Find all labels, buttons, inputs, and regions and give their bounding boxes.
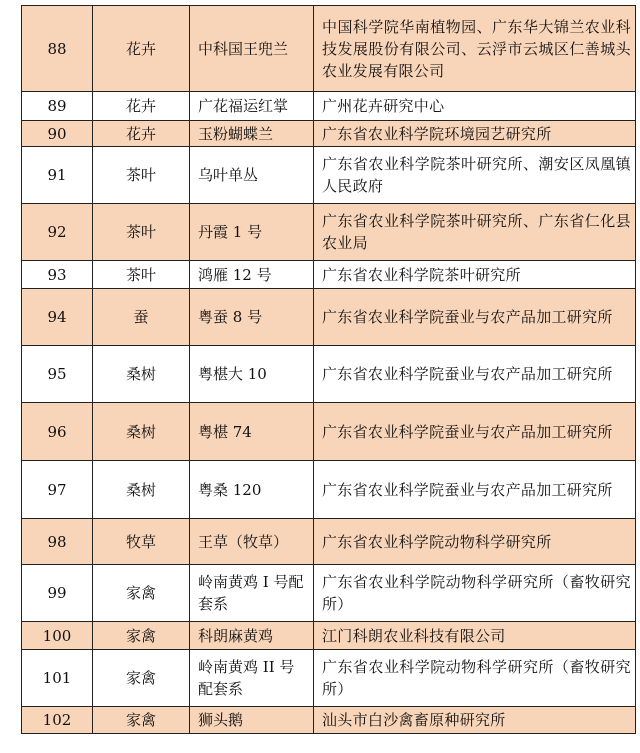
- organization-cell: 广州花卉研究中心: [314, 92, 636, 121]
- category-cell: 茶叶: [93, 204, 190, 261]
- row-number-cell: 93: [22, 261, 93, 289]
- variety-table: [21, 5, 636, 734]
- category-cell: 桑树: [93, 461, 190, 519]
- organization-cell: 广东省农业科学院环境园艺研究所: [314, 121, 636, 147]
- row-number-cell: 98: [22, 519, 93, 565]
- table-row: [22, 403, 636, 461]
- organization-cell: 广东省农业科学院茶叶研究所、潮安区凤凰镇人民政府: [314, 147, 636, 204]
- category-cell: 茶叶: [93, 261, 190, 289]
- organization-cell: 江门科朗农业科技有限公司: [314, 622, 636, 650]
- variety-name-cell: 中科国王兜兰: [190, 6, 314, 92]
- row-number-cell: 94: [22, 289, 93, 346]
- row-number-cell: 100: [22, 622, 93, 650]
- organization-cell: 广东省农业科学院茶叶研究所: [314, 261, 636, 289]
- organization-cell: 广东省农业科学院蚕业与农产品加工研究所: [314, 403, 636, 461]
- category-cell: 家禽: [93, 650, 190, 707]
- organization-cell: 广东省农业科学院蚕业与农产品加工研究所: [314, 346, 636, 403]
- variety-name-cell: 玉粉蝴蝶兰: [190, 121, 314, 147]
- variety-name-cell: 乌叶单丛: [190, 147, 314, 204]
- variety-table-container: [21, 5, 636, 734]
- variety-name-cell: 王草（牧草）: [190, 519, 314, 565]
- row-number-cell: 96: [22, 403, 93, 461]
- row-number-cell: 97: [22, 461, 93, 519]
- organization-cell: 广东省农业科学院蚕业与农产品加工研究所: [314, 289, 636, 346]
- organization-cell: 广东省农业科学院蚕业与农产品加工研究所: [314, 461, 636, 519]
- category-cell: 花卉: [93, 121, 190, 147]
- variety-name-cell: 狮头鹅: [190, 707, 314, 734]
- category-cell: 茶叶: [93, 147, 190, 204]
- table-row: [22, 6, 636, 92]
- table-row: [22, 204, 636, 261]
- category-cell: 家禽: [93, 707, 190, 734]
- row-number-cell: 95: [22, 346, 93, 403]
- row-number-cell: 101: [22, 650, 93, 707]
- category-cell: 桑树: [93, 346, 190, 403]
- category-cell: 家禽: [93, 565, 190, 622]
- table-row: [22, 147, 636, 204]
- variety-name-cell: 广花福运红掌: [190, 92, 314, 121]
- row-number-cell: 99: [22, 565, 93, 622]
- variety-name-cell: 鸿雁 12 号: [190, 261, 314, 289]
- table-row: [22, 92, 636, 121]
- table-row: [22, 289, 636, 346]
- category-cell: 桑树: [93, 403, 190, 461]
- organization-cell: 广东省农业科学院动物科学研究所（畜牧研究所）: [314, 565, 636, 622]
- row-number-cell: 102: [22, 707, 93, 734]
- row-number-cell: 88: [22, 6, 93, 92]
- table-body: [22, 6, 636, 734]
- category-cell: 牧草: [93, 519, 190, 565]
- variety-name-cell: 岭南黄鸡 I 号配套系: [190, 565, 314, 622]
- organization-cell: 广东省农业科学院茶叶研究所、广东省仁化县农业局: [314, 204, 636, 261]
- category-cell: 蚕: [93, 289, 190, 346]
- table-row: [22, 565, 636, 622]
- category-cell: 花卉: [93, 6, 190, 92]
- table-row: [22, 346, 636, 403]
- category-cell: 花卉: [93, 92, 190, 121]
- variety-name-cell: 丹霞 1 号: [190, 204, 314, 261]
- row-number-cell: 91: [22, 147, 93, 204]
- organization-cell: 广东省农业科学院动物科学研究所（畜牧研究所）: [314, 650, 636, 707]
- row-number-cell: 92: [22, 204, 93, 261]
- organization-cell: 广东省农业科学院动物科学研究所: [314, 519, 636, 565]
- variety-name-cell: 粤椹大 10: [190, 346, 314, 403]
- category-cell: 家禽: [93, 622, 190, 650]
- variety-name-cell: 粤桑 120: [190, 461, 314, 519]
- table-row: [22, 707, 636, 734]
- table-row: [22, 519, 636, 565]
- table-row: [22, 121, 636, 147]
- organization-cell: 中国科学院华南植物园、广东华大锦兰农业科技发展股份有限公司、云浮市云城区仁善城头农业发展有限公司: [314, 6, 636, 92]
- table-row: [22, 261, 636, 289]
- table-row: [22, 622, 636, 650]
- table-row: [22, 650, 636, 707]
- variety-name-cell: 科朗麻黄鸡: [190, 622, 314, 650]
- organization-cell: 汕头市白沙禽畜原种研究所: [314, 707, 636, 734]
- row-number-cell: 90: [22, 121, 93, 147]
- variety-name-cell: 粤蚕 8 号: [190, 289, 314, 346]
- variety-name-cell: 岭南黄鸡 II 号配套系: [190, 650, 314, 707]
- variety-name-cell: 粤椹 74: [190, 403, 314, 461]
- row-number-cell: 89: [22, 92, 93, 121]
- table-row: [22, 461, 636, 519]
